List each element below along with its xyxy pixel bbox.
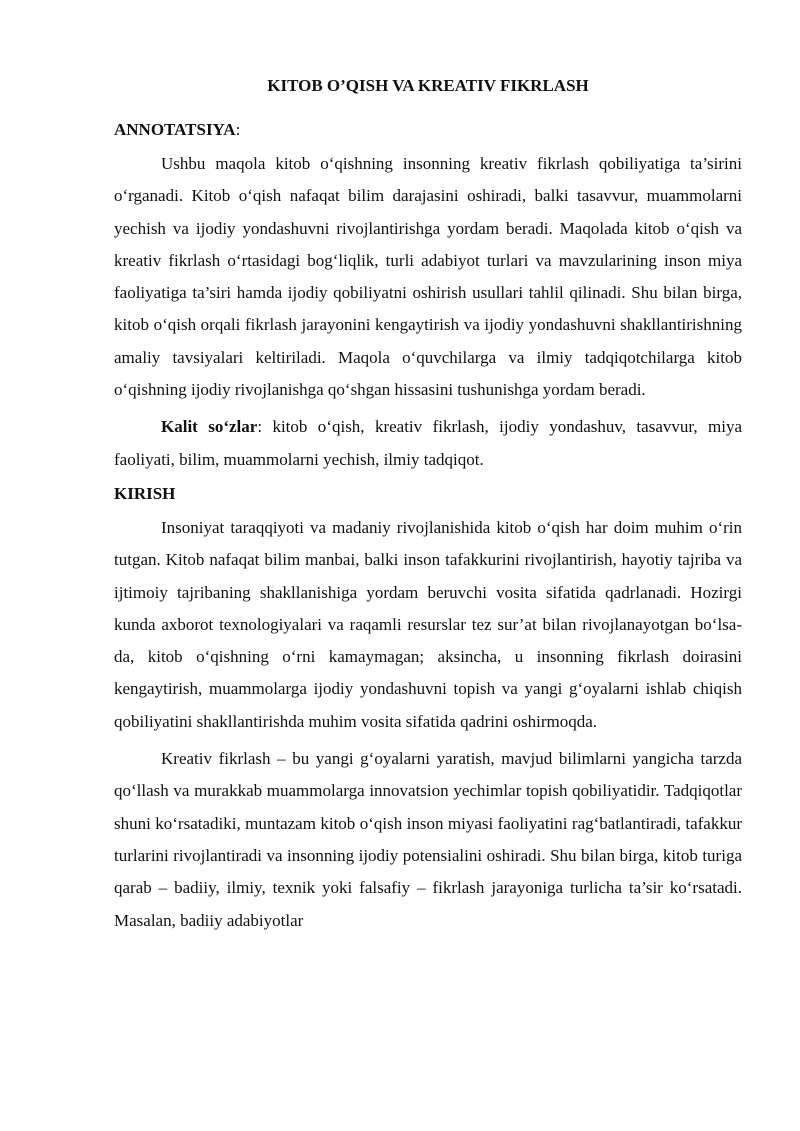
annotation-heading-suffix: : xyxy=(235,120,241,139)
keywords-text: : kitob o‘qish, kreativ fikrlash, ijodiy yondashuv, tasavvur, miya faoliyati, bilim, muammolarni yechish, ilmiy tadqiqot. xyxy=(114,417,742,469)
annotation-heading-text: ANNOTATSIYA xyxy=(114,120,236,139)
introduction-paragraph-1: Insoniyat taraqqiyoti va madaniy rivojlanishida kitob o‘qish har doim muhim o‘rin tutgan. Kitob nafaqat bilim manbai, balki inson tafakkurini rivojlantirish, hayotiy tajriba va ijtimoiy tajribaning shakllanishiga yordam beruvchi vosita sifatida qadrlanadi. Hozirgi kunda axborot texnologiyalari va raqamli resurslar tez sur’at bilan rivojlanayotgan bo‘lsa-da, kitob o‘qishning o‘rni kamaymagan; aksincha, u insonning fikrlash doirasini kengaytirish, muammolarga ijodiy yondashuvni topish va yangi g‘oyalarni ishlab chiqish qobiliyatini shakllantirishda muhim vosita sifatida qadrini oshirmoqda. xyxy=(114,517,742,731)
document-page xyxy=(114,74,742,942)
document-title: KITOB O’QISH VA KREATIV FIKRLASH xyxy=(267,76,589,95)
keywords-label: Kalit so‘zlar xyxy=(161,417,258,437)
introduction-heading xyxy=(114,482,742,506)
introduction-heading-text: KIRISH xyxy=(114,483,176,503)
annotation-heading xyxy=(114,118,742,142)
annotation-paragraph: Ushbu maqola kitob o‘qishning insonning kreativ fikrlash qobiliyatiga ta’sirini o‘rganadi. Kitob o‘qish nafaqat bilim darajasini oshiradi, balki tasavvur, muammolarni yechish va ijodiy yondashuvni rivojlantirishga yordam beradi. Maqolada kitob o‘qish va kreativ fikrlash o‘rtasidagi bog‘liqlik, turli adabiyot turlari va mavzularining inson miya faoliyatiga ta’siri hamda ijodiy qobiliyatni oshirish usullari tahlil qilinadi. Shu bilan birga, kitob o‘qish orqali fikrlash jarayonini kengaytirish va ijodiy yondashuvni shakllantirishning amaliy tavsiyalari keltiriladi. Maqola o‘quvchilarga va ilmiy tadqiqotchilarga kitob o‘qishning ijodiy rivojlanishga qo‘shgan hissasini tushunishga yordam beradi. xyxy=(114,154,742,400)
introduction-paragraph-2: Kreativ fikrlash – bu yangi g‘oyalarni yaratish, mavjud bilimlarni yangicha tarzda qo‘llash va murakkab muammolarga innovatsion yechimlar topish qobiliyatidir. Tadqiqotlar shuni ko‘rsatadiki, muntazam kitob o‘qish inson miyasi faoliyatini rag‘batlantiradi, tafakkur turlarini rivojlantiradi va insonning ijodiy potensialini oshiradi. Shu bilan birga, kitob turiga qarab – badiiy, ilmiy, texnik yoki falsafiy – fikrlash jarayoniga turlicha ta’sir ko‘rsatadi. Masalan, badiiy adabiyotlar xyxy=(114,749,742,930)
keywords-paragraph xyxy=(114,411,742,476)
